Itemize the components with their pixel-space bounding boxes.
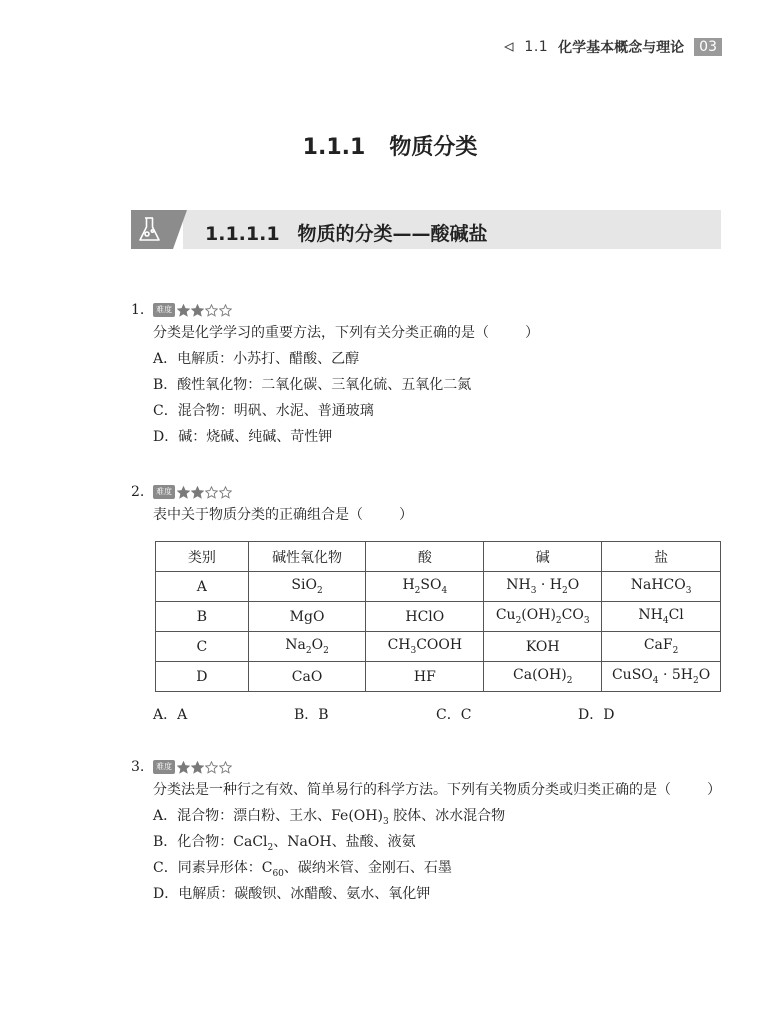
star-outline-icon [205,486,218,499]
section-number: 1.1.1 [302,135,366,160]
column-header: 碱 [484,542,602,572]
subsection-banner [131,210,721,249]
question-2 [131,482,731,528]
difficulty-badge: 难度 [153,760,175,774]
running-header [504,36,722,58]
star-outline-icon [205,304,218,317]
table-cell: MgO [248,602,366,632]
choice-a: A．A [153,707,188,723]
table-row [156,602,721,632]
table-cell: CaF$_2$ [602,632,721,662]
row-label: B [156,602,249,632]
table-row [156,662,721,692]
option-b: B．化合物：CaCl$_2$、NaOH、盐酸、液氨 [153,834,416,853]
table-header-row [156,542,721,572]
difficulty-stars [177,304,232,317]
question-3 [131,757,731,907]
answer-choices [153,704,753,726]
option-c: C．同素异形体：$C_{60}$、碳纳米管、金刚石、石墨 [153,860,452,879]
header-section-number: 1.1 [524,39,549,55]
difficulty-badge: 难度 [153,485,175,499]
flask-icon [131,210,187,249]
table-cell: $Cu_2(OH)_2CO_3$ [484,602,602,632]
option-c: C．混合物：明矾、水泥、普通玻璃 [153,403,374,419]
star-filled-icon [177,486,190,499]
question-stem: 分类法是一种行之有效、简单易行的科学方法。下列有关物质分类或归类正确的是（ ） [153,782,721,798]
subsection-number: 1.1.1.1 [205,223,280,245]
question-stem: 表中关于物质分类的正确组合是（ ） [153,507,413,523]
question-number: 2. [131,484,145,500]
question-number: 3. [131,759,145,775]
table-cell: HClO [366,602,484,632]
star-filled-icon [191,486,204,499]
column-header: 类别 [156,542,249,572]
table-cell: CaO [248,662,366,692]
choice-c: C．C [436,707,472,723]
question-header [131,300,731,320]
option-d: D．碱：烧碱、纯碱、苛性钾 [153,429,333,445]
row-label: A [156,572,249,602]
header-chapter-title: 化学基本概念与理论 [558,40,685,56]
table-cell: NaHCO$_3$ [602,572,721,602]
section-title [0,130,780,161]
classification-table [155,541,721,692]
table-cell: $Ca(OH)_2$ [484,662,602,692]
star-filled-icon [177,761,190,774]
table-cell: $NH_4Cl$ [602,602,721,632]
subsection-title [205,219,488,246]
option-a: A．混合物：漂白粉、王水、$Fe(OH)_3$ 胶体、冰水混合物 [153,808,506,827]
table-cell: HF [366,662,484,692]
difficulty-stars [177,486,232,499]
row-label: C [156,632,249,662]
page-number: 03 [694,38,722,56]
star-outline-icon [219,486,232,499]
question-number: 1. [131,302,145,318]
choice-b: B．B [294,707,329,723]
option-b: B．酸性氧化物：二氧化碳、三氧化硫、五氧化二氮 [153,377,472,393]
table-cell: SiO$_2$ [248,572,366,602]
star-outline-icon [205,761,218,774]
table-row [156,632,721,662]
star-filled-icon [191,761,204,774]
star-filled-icon [191,304,204,317]
star-outline-icon [219,761,232,774]
table-cell: $Na_2O_2$ [248,632,366,662]
table-row [156,572,721,602]
table-cell: $H_2SO_4$ [366,572,484,602]
section-title-text: 物质分类 [389,135,478,160]
column-header: 盐 [602,542,721,572]
table-cell: $CH_3COOH$ [366,632,484,662]
row-label: D [156,662,249,692]
star-outline-icon [219,304,232,317]
subsection-title-text: 物质的分类——酸碱盐 [297,223,488,245]
question-header [131,757,731,777]
difficulty-badge: 难度 [153,303,175,317]
table-cell: KOH [484,632,602,662]
star-filled-icon [177,304,190,317]
triangle-left-icon [504,42,514,52]
difficulty-stars [177,761,232,774]
question-header [131,482,731,502]
question-1 [131,300,731,450]
column-header: 碱性氧化物 [248,542,366,572]
option-a: A．电解质：小苏打、醋酸、乙醇 [153,351,360,367]
column-header: 酸 [366,542,484,572]
option-d: D．电解质：碳酸钡、冰醋酸、氨水、氧化钾 [153,886,431,902]
choice-d: D．D [578,707,615,723]
table-cell: $NH_3 \cdot H_2O$ [484,572,602,602]
table-cell: CuSO$_4$ · $5H_2O$ [602,662,721,692]
question-stem: 分类是化学学习的重要方法，下列有关分类正确的是（ ） [153,325,539,341]
